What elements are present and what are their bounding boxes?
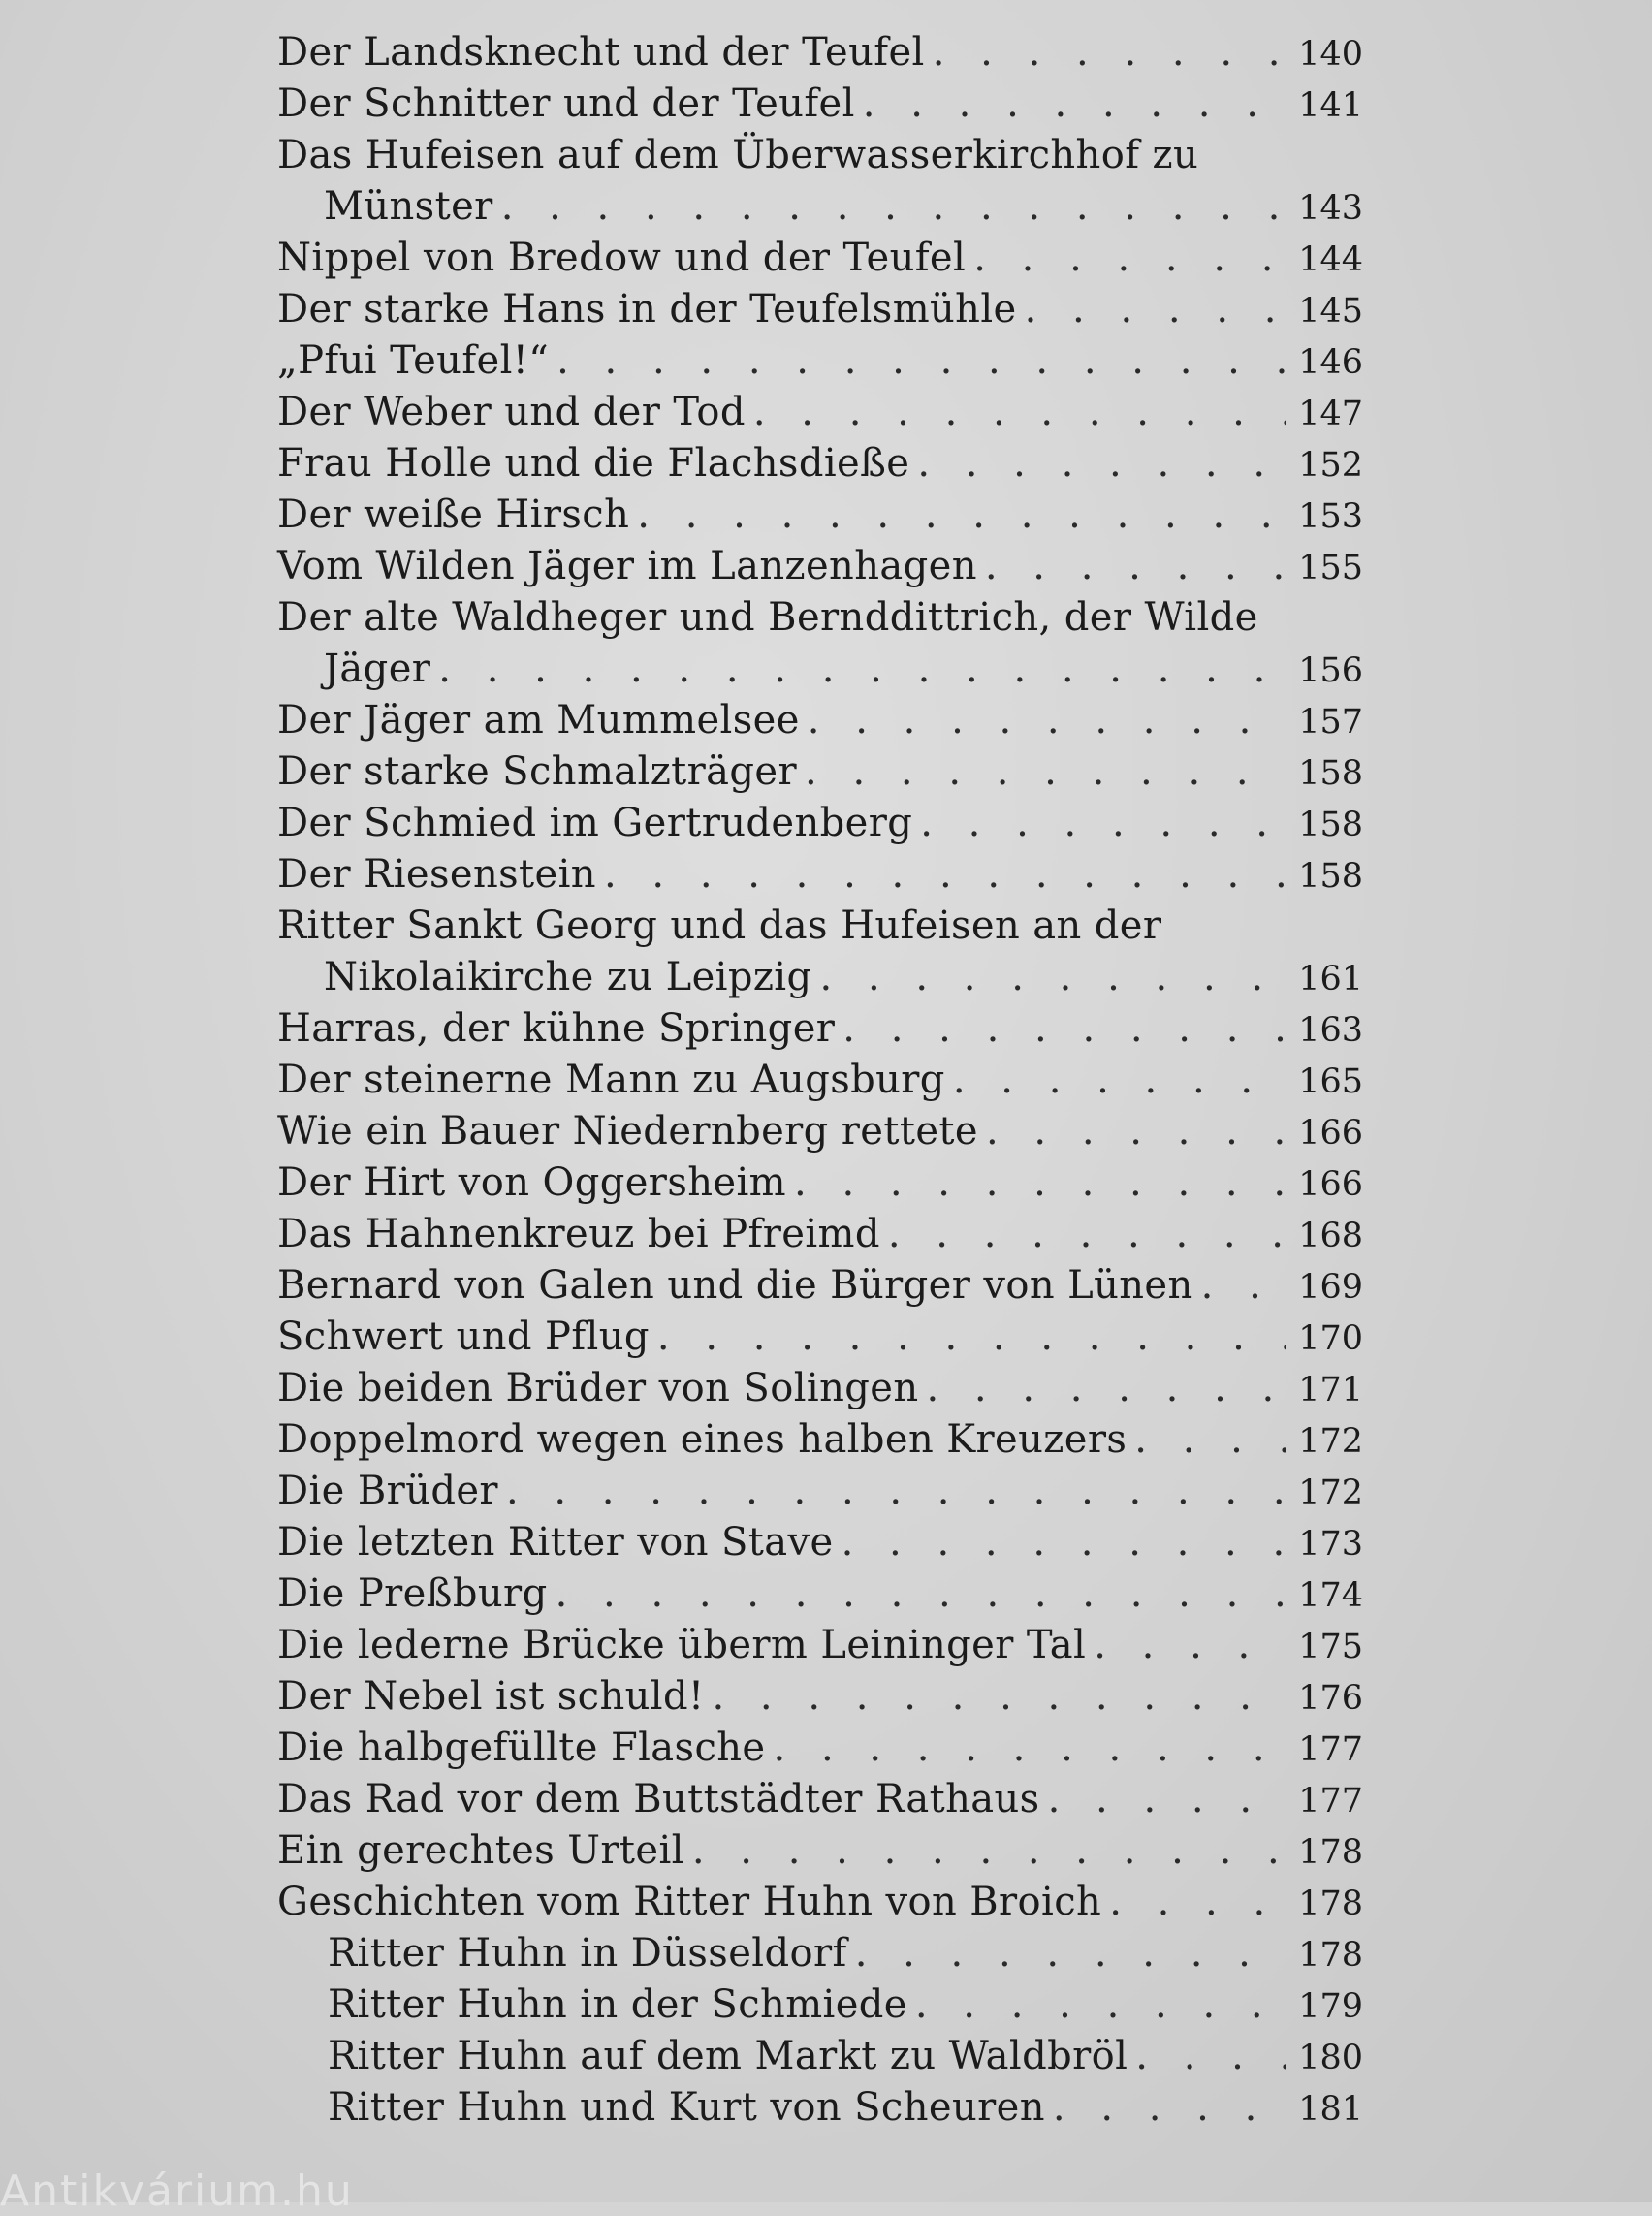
page-number: 144: [1298, 240, 1363, 279]
toc-entry-title: Das Rad vor dem Buttstädter Rathaus: [277, 1777, 1040, 1821]
toc-entry-title: „Pfui Teufel!“: [277, 338, 550, 383]
dot-leader: [506, 1466, 1286, 1517]
toc-entry: [277, 1312, 1363, 1363]
toc-entry-title-continued: Nikolaikirche zu Leipzig: [324, 955, 812, 999]
dot-leader: [556, 335, 1286, 387]
toc-entry-title: Doppelmord wegen eines halben Kreuzers: [277, 1417, 1128, 1462]
dot-leader: [953, 1055, 1286, 1106]
toc-entry-title: Geschichten vom Ritter Huhn von Broich: [277, 1880, 1102, 1924]
page-number: 177: [1298, 1782, 1363, 1820]
toc-entry: [277, 79, 1363, 130]
dot-leader: [692, 1825, 1286, 1877]
page-number: 146: [1298, 343, 1363, 382]
page-number: 181: [1298, 2090, 1363, 2129]
toc-entry-title: Vom Wilden Jäger im Lanzenhagen: [277, 544, 977, 588]
toc-entry: [277, 387, 1363, 438]
toc-entry-title: Der starke Hans in der Teufelsmühle: [277, 287, 1017, 332]
toc-entry-title: Die lederne Brücke überm Leininger Tal: [277, 1623, 1087, 1667]
toc-entry-title: Ritter Huhn in Düsseldorf: [328, 1931, 847, 1976]
dot-leader: [753, 387, 1286, 438]
dot-leader: [657, 1312, 1286, 1363]
toc-entry-title-continued: Münster: [324, 184, 493, 229]
page-number: 178: [1298, 1936, 1363, 1975]
dot-leader: [774, 1723, 1286, 1774]
page-number: 166: [1298, 1114, 1363, 1153]
toc-entry: [277, 798, 1363, 849]
dot-leader: [1201, 1260, 1286, 1312]
toc-entry-title: Der starke Schmalzträger: [277, 749, 798, 794]
toc-entry: [277, 2082, 1363, 2134]
toc-entry: [277, 335, 1363, 387]
page-number: 178: [1298, 1884, 1363, 1923]
page-number: 174: [1298, 1576, 1363, 1615]
dot-leader: [933, 27, 1286, 79]
dot-leader: [805, 746, 1286, 798]
dot-leader: [917, 438, 1286, 490]
toc-entry: [277, 849, 1363, 901]
toc-entry: [277, 1877, 1363, 1928]
dot-leader: [927, 1363, 1287, 1414]
toc-entry: [277, 541, 1363, 592]
dot-leader: [1134, 1414, 1286, 1466]
toc-entry: [277, 1157, 1363, 1209]
toc-entry: [277, 1414, 1363, 1466]
dot-leader: [1053, 2082, 1286, 2134]
page-number: 177: [1298, 1730, 1363, 1769]
page-number: 172: [1298, 1422, 1363, 1461]
toc-entry: [277, 1466, 1363, 1517]
toc-entry: [277, 1723, 1363, 1774]
toc-entry: [277, 1568, 1363, 1620]
dot-leader: [1025, 284, 1286, 335]
dot-leader: [842, 1517, 1286, 1568]
dot-leader: [986, 1106, 1286, 1157]
toc-entry: [277, 1003, 1363, 1055]
toc-entry: [277, 130, 1363, 233]
page-number: 173: [1298, 1525, 1363, 1564]
dot-leader: [863, 79, 1286, 130]
toc-entry: [277, 1671, 1363, 1723]
page-number: 158: [1298, 857, 1363, 896]
toc-entry-title: Ritter Sankt Georg und das Hufeisen an der: [277, 903, 1162, 948]
toc-entry: [277, 2031, 1363, 2082]
page-number: 180: [1298, 2039, 1363, 2077]
page-number: 153: [1298, 497, 1363, 536]
toc-entry: [277, 284, 1363, 335]
toc-entry-title: Die Preßburg: [277, 1571, 548, 1616]
toc-entry-title: Der Landsknecht und der Teufel: [277, 30, 925, 75]
dot-leader: [1109, 1877, 1286, 1928]
dot-leader: [855, 1928, 1286, 1979]
page-number: 152: [1298, 446, 1363, 485]
page-number: 145: [1298, 292, 1363, 331]
page-number: 165: [1298, 1062, 1363, 1101]
dot-leader: [842, 1003, 1286, 1055]
page-number: 163: [1298, 1011, 1363, 1050]
dot-leader: [915, 1979, 1286, 2031]
toc-entry-title: Der Schnitter und der Teufel: [277, 81, 855, 126]
toc-entry: [277, 592, 1363, 695]
page-number: 155: [1298, 549, 1363, 587]
dot-leader: [1135, 2031, 1286, 2082]
toc-entry-title: Bernard von Galen und die Bürger von Lünen: [277, 1263, 1193, 1308]
toc-entry: [277, 1979, 1363, 2031]
toc-entry: [277, 1620, 1363, 1671]
page-number: 140: [1298, 35, 1363, 74]
toc-entry-title: Wie ein Bauer Niedernberg rettete: [277, 1109, 978, 1154]
toc-entry-title: Der weiße Hirsch: [277, 492, 630, 537]
toc-entry-title: Der Riesenstein: [277, 852, 596, 897]
toc-entry-title: Harras, der kühne Springer: [277, 1006, 836, 1051]
toc-entry-title: Ritter Huhn und Kurt von Scheuren: [328, 2085, 1045, 2130]
dot-leader: [1094, 1620, 1286, 1671]
page-number: 179: [1298, 1987, 1363, 2026]
toc-entry-title: Der alte Waldheger und Bernddittrich, der Wilde: [277, 595, 1258, 640]
toc-entry: [277, 695, 1363, 746]
page-number: 171: [1298, 1371, 1363, 1409]
toc-entry-title: Ritter Huhn auf dem Markt zu Waldbröl: [328, 2034, 1128, 2078]
dot-leader: [1048, 1774, 1286, 1825]
toc-entry-title: Der Nebel ist schuld!: [277, 1674, 705, 1719]
toc-entry-title: Ritter Huhn in der Schmiede: [328, 1982, 907, 2027]
page-number: 157: [1298, 703, 1363, 742]
page-number: 175: [1298, 1628, 1363, 1666]
toc-entry-title: Die Brüder: [277, 1469, 498, 1513]
toc-entry: [277, 490, 1363, 541]
toc-entry-title: Der Hirt von Oggersheim: [277, 1160, 787, 1205]
toc-entry-title: Die beiden Brüder von Solingen: [277, 1366, 919, 1410]
toc-entry: [277, 1517, 1363, 1568]
toc-entry: [277, 1928, 1363, 1979]
dot-leader: [604, 849, 1286, 901]
table-of-contents: [277, 27, 1363, 2134]
toc-entry-title: Ein gerechtes Urteil: [277, 1828, 684, 1873]
toc-entry: [277, 27, 1363, 79]
dot-leader: [985, 541, 1286, 592]
toc-entry: [277, 438, 1363, 490]
page-number: 172: [1298, 1473, 1363, 1512]
page-number: 168: [1298, 1217, 1363, 1255]
toc-entry: [277, 1106, 1363, 1157]
toc-entry: [277, 233, 1363, 284]
page-number: 178: [1298, 1833, 1363, 1872]
toc-entry-title: Der Jäger am Mummelsee: [277, 698, 800, 743]
toc-entry-title: Das Hufeisen auf dem Überwasserkirchhof zu: [277, 133, 1199, 177]
page-number: 143: [1298, 189, 1363, 228]
toc-entry: [277, 1363, 1363, 1414]
toc-entry: [277, 1209, 1363, 1260]
page-number: 147: [1298, 395, 1363, 433]
toc-entry: [277, 1825, 1363, 1877]
watermark: Antikvárium.hu: [0, 2167, 354, 2216]
dot-leader: [888, 1209, 1286, 1260]
page-number: 158: [1298, 806, 1363, 844]
toc-entry-title: Nippel von Bredow und der Teufel: [277, 236, 967, 280]
page-number: 161: [1298, 960, 1363, 998]
page-number: 141: [1298, 86, 1363, 125]
page-number: 176: [1298, 1679, 1363, 1718]
toc-entry-title: Der Schmied im Gertrudenberg: [277, 801, 913, 845]
toc-entry: [277, 901, 1363, 1003]
toc-entry-title: Der steinerne Mann zu Augsburg: [277, 1058, 945, 1102]
toc-entry-title: Der Weber und der Tod: [277, 390, 746, 434]
toc-entry-title: Das Hahnenkreuz bei Pfreimd: [277, 1212, 880, 1256]
dot-leader: [920, 798, 1286, 849]
toc-entry: [277, 1774, 1363, 1825]
toc-entry-title-continued: Jäger: [324, 647, 431, 691]
dot-leader: [973, 233, 1286, 284]
page-number: 169: [1298, 1268, 1363, 1307]
dot-leader: [556, 1568, 1286, 1620]
page-number: 158: [1298, 754, 1363, 793]
page-number: 156: [1298, 651, 1363, 690]
toc-entry-title: Die letzten Ritter von Stave: [277, 1520, 834, 1565]
dot-leader: [820, 952, 1286, 1003]
toc-entry: [277, 1260, 1363, 1312]
dot-leader: [794, 1157, 1286, 1209]
dot-leader: [438, 644, 1286, 695]
dot-leader: [637, 490, 1286, 541]
toc-entry: [277, 746, 1363, 798]
page-number: 166: [1298, 1165, 1363, 1204]
toc-entry-title: Die halbgefüllte Flasche: [277, 1725, 766, 1770]
page-number: 170: [1298, 1319, 1363, 1358]
toc-entry-title: Schwert und Pflug: [277, 1314, 650, 1359]
dot-leader: [808, 695, 1286, 746]
dot-leader: [501, 181, 1286, 233]
toc-entry-title: Frau Holle und die Flachsdieße: [277, 441, 910, 486]
dot-leader: [712, 1671, 1286, 1723]
toc-entry: [277, 1055, 1363, 1106]
